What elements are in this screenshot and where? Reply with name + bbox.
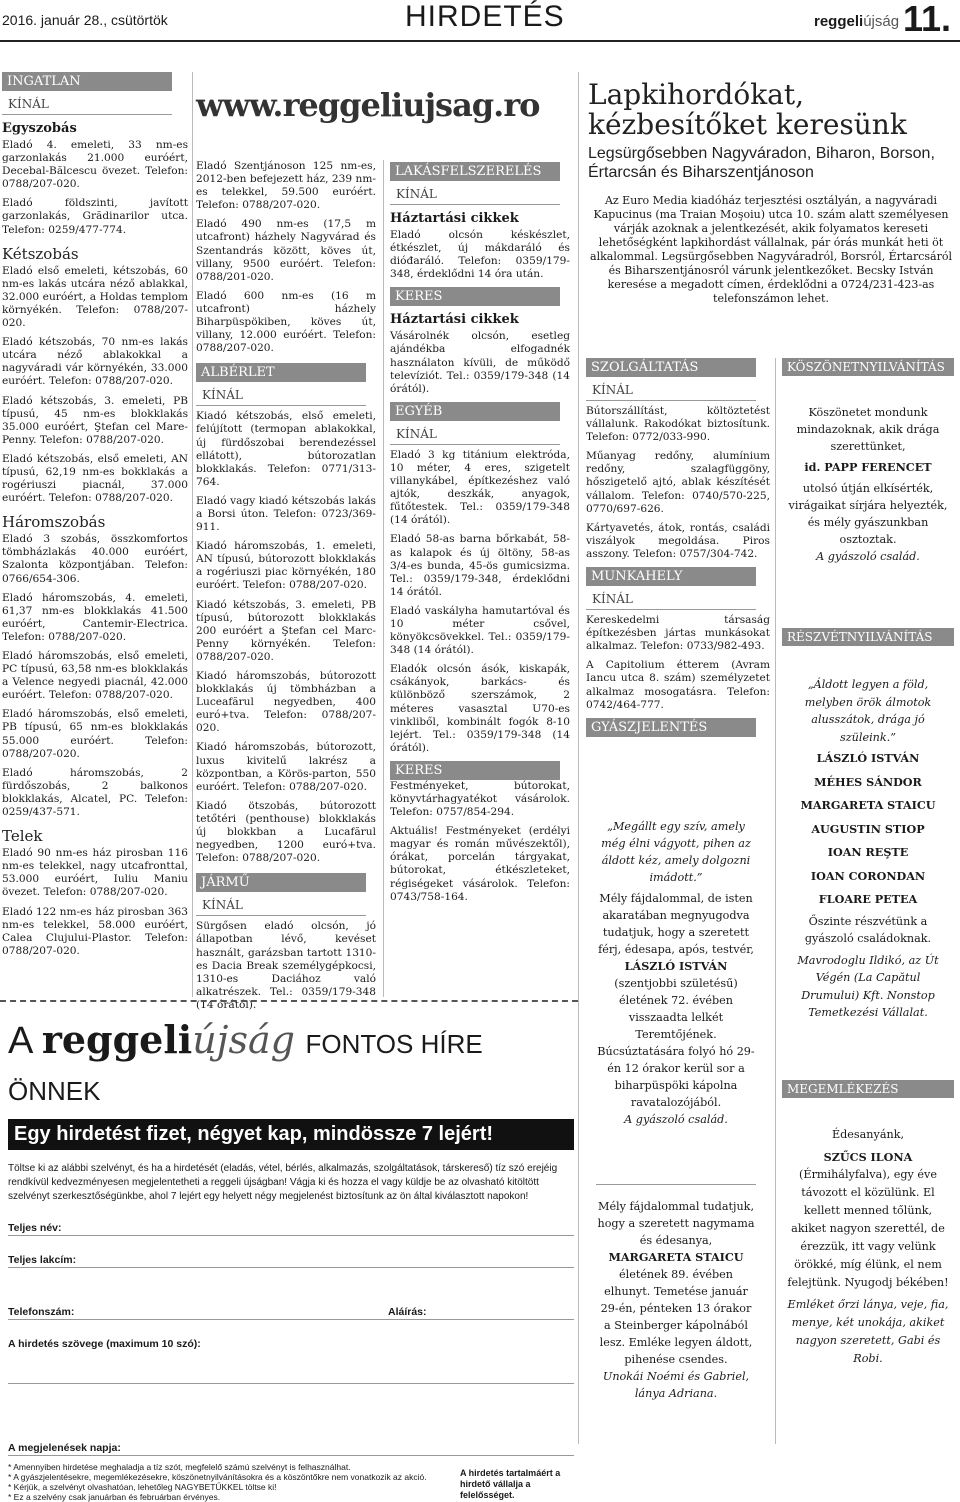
listing: Eladó vagy kiadó kétszobás lakás a Borsi úton. Telefon: 0723/369-911. <box>196 494 376 534</box>
notice-quote: „Áldott legyen a föld, melyben örök álmotok alusszátok, drága jó szüleink.” <box>804 678 932 744</box>
listing: Eladó kétszobás, 70 nm-es lakás utcára néző ablakokkal a nagyváradi vár környékén, 33.000 euróért. Telefon: 0788/207-020. <box>2 336 188 388</box>
listing: Festményeket, bútorokat, könyvtárhagyatékot vásárolok. Telefon: 0757/854-294. <box>390 779 570 819</box>
coupon-notes: * Amennyiben hirdetése meghaladja a tíz szót, megfelelő számú szelvényt is felhasználhat. * A gyászjelentésekre, megemlékezésekre, köszönetnyilvánításokra és a köszöntőkre nem vonatkozik az akció. * Kérjük, a szelvényt olvashatóan, lehetőleg NAGYBETŰKKEL töltse ki! * Ez a szelvény csak januárban és februárban érvényes. A hirdetés tartalmáért a hirdető vállalja a felelősséget. <box>8 1462 574 1502</box>
listing: Kártyavetés, átok, rontás, családi viszályok megoldása. Piros asszony. Telefon: 0757/304-742. <box>586 521 770 560</box>
listing: Vásárolnék olcsón, esetleg ajándékba elfogadnék használaton kívüli, de működő televíziót. Tel.: 0359/179-348 (14 órától). <box>390 330 570 395</box>
obit-signature: A gyászoló család. <box>624 1113 728 1126</box>
obit-signature: Unokái Noémi és Gabriel, lánya Adriana. <box>602 1370 750 1400</box>
address-field[interactable]: Teljes lakcím: <box>8 1236 574 1268</box>
page-number: 11. <box>903 0 952 39</box>
notice-signature: A gyászoló család. <box>816 550 920 563</box>
listing: Eladó háromszobás, 4. emeleti, 61,37 nm-es blokklakás 41.500 euróért, Cantemir-Electrica. Telefon: 0788/207-020. <box>2 591 188 643</box>
notice-name: SZŰCS ILONA <box>823 1150 913 1164</box>
listing: Eladó kétszobás, első emeleti, AN típusú, 62,19 nm-es bokklakás a rogériuszi piacnál, 37.000 euróért. Telefon: 0788/207-020. <box>2 452 188 505</box>
notice-text: utolsó útján elkísérték, virágaikat sírjára helyezték, és mély gyászunkban osztoztak. <box>788 482 948 546</box>
category-bar: LAKÁSFELSZERELÉS <box>390 162 560 181</box>
notice-name: IOAN CORONDAN <box>810 868 926 883</box>
listing: Eladó olcsón késkészlet, étkészlet, új mákdaráló és dióđaráló. Telefon: 0359/179-348, érdeklődni 14 óra után. <box>390 229 570 281</box>
listing: Eladó vaskályha hamutartóval és 10 méter csővel, könyökcsövekkel. Tel.: 0359/179-348 (14 órától). <box>390 604 570 657</box>
brand-logo: reggeliújság <box>814 13 900 30</box>
issue-date: 2016. január 28., csütörtök <box>2 12 168 28</box>
coupon-headline: A reggeliújság FONTOS HÍRE ÖNNEK <box>8 1017 483 1106</box>
dates-field[interactable]: A megjelenések napja: <box>8 1384 574 1456</box>
category-bar: RÉSZVÉTNYILVÁNÍTÁS <box>782 628 954 646</box>
notice-text: Édesanyánk, <box>831 1128 905 1141</box>
listing: Eladó 122 nm-es ház pirosban 363 nm-es telekkel, 58.000 euróért, Calea Clujului-Plastor. Telefon: 0788/207-020. <box>2 905 188 957</box>
listing: Műanyag redőny, alumínium redőny, szalagfüggöny, hőszigetelő ajtó, ablak készítését vállalom. Telefon: 0740/570-225, 0770/697-626. <box>586 450 770 515</box>
listing: Eladó 3 kg titánium elektróda, 10 méter, 4 eres, szigetelt villanykábel, építkezéshez való ajtók, deszkák, anyagok, fűtőtestek. Tel.: 0359/179-348 (14 órától). <box>390 448 570 527</box>
ad-body: Az Euro Media kiadóház terjesztési osztályán, a nagyváradi Kapucinus (ma Traian Moşoiu) utca 10. szám alatt személyesen várják azoknak a jelentkezését, akik folyamatos kereseti lehetőségként lapkihordást vállalnak, pár órás munkát heti öt alkalommal. Legsürgősebben Nagyváradról, Borsról, Értarcsáról és Biharszentjánosról várunk jelentkezőket. Becsky István keresése a megadott címen, érdeklődni a 0724/231-423-as telefonszámon lehet. <box>590 194 952 305</box>
listing: A Capitolium étterem (Avram Iancu utca 8. szám) személyzetet alkalmaz mosogatásra. Telefon: 0742/464-777. <box>586 659 770 711</box>
listing: Eladó 4. emeleti, 33 nm-es garzonlakás 21.000 euróért, Decebal-Bălcescu övezet. Telefon: 0788/207-020. <box>2 139 188 191</box>
signature-field[interactable]: Aláírás: <box>388 1306 427 1318</box>
column-household <box>390 162 570 910</box>
column-real-estate <box>2 72 188 964</box>
section-title: HIRDETÉS <box>405 0 565 33</box>
condolence-header <box>782 628 954 646</box>
full-name-field[interactable]: Teljes név: <box>8 1204 574 1236</box>
listing: Eladó 58-as barna bőrkabát, 58-as kalapok és új öltöny, 58-as 3/4-es bunda, 45-ös gumicsizma. Tel.: 0359/179-348, érdeklődni 14 órától. <box>390 533 570 598</box>
notice-name: FLOARE PETEA <box>818 892 918 906</box>
listing: Kiadó kétszobás, első emeleti, felújított (termopan ablakokkal, új fürdőszobai berendezéssel ellátott), bútorozatlan blokklakás. Telefon: 0771/313-764. <box>196 410 376 488</box>
subhead: Kétszobás <box>2 244 79 263</box>
kinal-label: KÍNÁL <box>390 181 560 205</box>
condolence-notice <box>786 676 950 1022</box>
category-bar: KERES <box>390 761 560 780</box>
listing: Eladó háromszobás, első emeleti, PB típusú, 65 nm-es blokklakás 55.000 euróért. Telefon: 0788/207-020. <box>2 708 188 760</box>
kinal-label: KÍNÁL <box>196 382 366 406</box>
listing: Eladó Szentjánoson 125 nm-es, 2012-ben befejezett ház, 239 nm-es telekkel, 59.500 euróért. Telefon: 0788/207-020. <box>196 160 376 212</box>
subhead: Háztartási cikkek <box>390 312 519 328</box>
subhead: Egyszobás <box>2 121 77 136</box>
kinal-label: KÍNÁL <box>2 91 172 115</box>
column-divider <box>192 72 193 997</box>
notice-name: AUGUSTIN STIOP <box>811 821 925 836</box>
notice-name: LÁSZLÓ ISTVÁN <box>816 751 920 765</box>
listing: Kiadó ötszobás, bútorozott tetőtéri (penthouse) blokklakás új blokkban a Lucafărul negyedben, 1200 euró+tva. Telefon: 0788/207-020. <box>196 799 376 865</box>
kinal-label: KÍNÁL <box>586 586 756 610</box>
page-header <box>0 0 960 42</box>
listing: Kiadó háromszobás, bútorozott blokklakás új tömbházban a Luceafărul negyedben, 400 euró+tva. Telefon: 0788/207-020. <box>196 670 376 735</box>
ad-text-field[interactable]: A hirdetés szövege (maximum 10 szó): <box>8 1320 574 1384</box>
column-rentals <box>196 160 376 1018</box>
column-condolences <box>782 358 954 376</box>
listing: Bútorszállítást, költöztetést vállalunk. Rakodókat biztosítunk. Telefon: 0772/033-990. <box>586 405 770 444</box>
category-bar: INGATLAN <box>2 72 172 91</box>
website-url[interactable]: www.reggeliujsag.ro <box>196 86 540 124</box>
memorial-header <box>782 1080 954 1098</box>
notice-text: Őszinte részvétünk a gyászoló családoknak. <box>804 914 932 945</box>
column-divider <box>383 160 384 997</box>
obit-name: LÁSZLÓ ISTVÁN <box>624 959 728 973</box>
listing: Kiadó háromszobás, bútorozott, luxus kivitelű lakrész a központban, a Körös-parton, 550 euróért. Telefon: 0788/207-020. <box>196 741 376 793</box>
obit-text: életének 89. évében elhunyt. Temetése január 29-én, pénteken 13 órakor a Steinberger kápolnából lesz. Emléke legyen áldott, pihenése csendes. <box>599 1268 753 1366</box>
notice-name: MÉHES SÁNDOR <box>814 774 922 789</box>
coupon-intro: Töltse ki az alábbi szelvényt, és ha a hirdetését (eladás, vétel, bérlés, alkalmazás, szolgáltatások, társkereső) tíz szó erejéig rendkívül kedvezményesen megjelentetheti a reggeli újságban! Vágja ki és hozza el vagy küldje be az olvasható kitöltött szelvényt szerkesztőségünkbe, ahol 7 lejért egy helyett négy megjelenést biztosítunk az ön által kiválasztott napokon! <box>8 1163 558 1202</box>
listing: Eladó 600 nm-es (16 m utcafront) házhely Biharpüspökiben, köves út, villany, 12.000 euróért. Telefon: 0788/207-020. <box>196 289 376 355</box>
thanks-notice <box>786 404 950 565</box>
responsibility-note: A hirdetés tartalmáért a hirdető vállalja a felelősséget. <box>460 1468 561 1500</box>
category-bar: EGYÉB <box>390 402 560 421</box>
category-bar: MUNKAHELY <box>586 567 756 586</box>
subhead: Telek <box>2 827 43 846</box>
listing: Eladó kétszobás, 3. emeleti, PB típusú, 45 nm-es blokklakás 35.000 euróért, Ştefan cel Mare-Penny. Telefon: 0788/207-020. <box>2 394 188 446</box>
kinal-label: KÍNÁL <box>196 892 366 916</box>
listing: Sürgősen eladó olcsón, jó állapotban lévő, kevéset használt, garázsban tartott 1310-es Dacia Break személygépkocsi, 1310-es Daciához való alkatrészek. Tel.: 0359/179-348 (14 órától). <box>196 920 376 1011</box>
listing: Aktuális! Festményeket (erdélyi magyar és román művészektől), órákat, porcelán tárgyakat, bútorokat, étkészleteket, régiségeket vásárolok. Telefon: 0743/758-164. <box>390 825 570 903</box>
ad-subtitle: Legsürgősebben Nagyváradon, Biharon, Borson, Értarcsán és Biharszentjánoson <box>588 145 935 181</box>
obit-name: MARGARETA STAICU <box>608 1250 744 1264</box>
listing: Eladó első emeleti, kétszobás, 60 nm-es lakás utcára néző ablakkal, 32.000 euróért, a Holdas templom környékén. Telefon: 0788/207-020. <box>2 264 188 330</box>
notice-name: id. PAPP FERENCET <box>804 460 932 474</box>
subhead: Háromszobás <box>2 513 106 532</box>
memorial-notice <box>786 1126 950 1368</box>
category-bar: KERES <box>390 287 560 306</box>
ad-title: Lapkihordókat, kézbesítőket keresünk <box>588 78 907 141</box>
category-bar: MEGEMLÉKEZÉS <box>782 1080 954 1098</box>
obituary-staicu <box>596 1198 756 1402</box>
listing: Kiadó kétszobás, 3. emeleti, PB típusú, bútorozott blokklakás 200 euróért a Ştefan cel Marc-Penny környékén. Telefon: 0788/207-020. <box>196 598 376 663</box>
notice-name: MARGARETA STAICU <box>800 798 936 812</box>
notice-signature: Emléket őrzi lánya, veje, fia, menye, két unokája, akiket nagyon szeretett, Gabi és Robi. <box>787 1298 949 1365</box>
category-bar: SZOLGÁLTATÁS <box>586 358 756 377</box>
obit-text: Mély fájdalommal tudatjuk, hogy a szeretett nagymama és édesanya, <box>597 1200 755 1247</box>
listing: Eladó földszinti, javított garzonlakás, Grădinarilor utca. Telefon: 0259/477-774. <box>2 197 188 236</box>
listing: Eladók olcsón ásók, kiskapák, csákányok, barkács- és különböző szerszámok, 2 méteres vasasztal U70-es vinkliből, kombinált fogók 8-10 lejért. Tel.: 0359/179-348 (14 órától). <box>390 663 570 754</box>
listing: Eladó háromszobás, első emeleti, PC típusú, 63,58 nm-es blokklakás a Velence negyedi piacnál, 42.000 euróért. Telefon: 0788/207-020. <box>2 650 188 702</box>
ad-coupon <box>8 1018 574 1502</box>
listing: Eladó 3 szobás, összkomfortos tömbházlakás 40.000 euróért, Szalonta központjában. Telefon: 0766/654-306. <box>2 533 188 585</box>
obit-divider <box>596 1184 756 1185</box>
notice-text: Köszönetet mondunk mindazoknak, akik drága szerettünket, <box>796 406 940 453</box>
listing: Kereskedelmi társaság építkezésben jártas munkásokat alkalmaz. Telefon: 0733/982-493. <box>586 614 770 653</box>
listing: Kiadó háromszobás, 1. emeleti, AN típusú, bútorozott blokklakás a rogériuszi piac környékén, 180 euróért. Telefon: 0788/207-020. <box>196 540 376 592</box>
column-divider <box>775 358 776 1444</box>
notice-signature: Mavrodoglu Ildikó, az Út Végén (La Capătul Drumului) Kft. Nonstop Temetkezési Vállalat. <box>797 953 939 1019</box>
category-bar: ALBÉRLET <box>196 363 366 382</box>
obit-text: (szentjobbi születésű) életének 72. évében visszaadta lelkét Teremtőjének. Búcsúztatására folyó hó 29-én 12 órakor kerül sor a biharpüspöki kápolna ravatalozójából. <box>597 977 755 1109</box>
category-bar: JÁRMŰ <box>196 873 366 892</box>
column-services <box>586 358 770 737</box>
listing: Eladó 490 nm-es (17,5 m utcafront) házhely Nagyvárad és Szentandrás között, köves út, villany, 9500 euróért. Telefon: 0788/201-020. <box>196 218 376 283</box>
obituary-laszlo <box>596 818 756 1128</box>
recruitment-ad <box>588 80 954 306</box>
category-bar: GYÁSZJELENTÉS <box>586 718 756 737</box>
kinal-label: KÍNÁL <box>586 377 756 401</box>
obit-text: Mély fájdalommal, de isten akaratában megnyugodva tudatjuk, hogy a szeretett férj, édesapa, após, testvér, <box>598 892 754 956</box>
cut-line <box>0 1000 578 1002</box>
notice-name: IOAN REŞTE <box>827 845 909 859</box>
column-divider <box>578 72 579 1444</box>
listing: Eladó 90 nm-es ház pirosban 116 nm-es telekkel, nagy utcafronttal, 53.000 euróért, Iuliu Maniu övezet. Telefon: 0788/207-020. <box>2 847 188 899</box>
subhead: Háztartási cikkek <box>390 211 519 226</box>
kinal-label: KÍNÁL <box>390 421 560 445</box>
listing: Eladó háromszobás, 2 fürdőszobás, 2 balkonos blokklakás, Alcatel, PC. Telefon: 0259/437-571. <box>2 766 188 819</box>
category-bar: KÖSZÖNETNYILVÁNÍTÁS <box>782 358 954 376</box>
obit-quote: „Megállt egy szív, amely még élni vágyott, pihen az áldott kéz, amely dolgozni imádott.” <box>601 820 751 884</box>
notice-text: (Érmihályfalva), egy éve távozott el közülünk. El kellett menned tőlünk, akiket nagyon szerettél, de érezzük, itt vagy velünk örökké, míg élünk, el nem felejtünk. Nyugodj békében! <box>787 1168 949 1289</box>
phone-field[interactable]: Telefonszám: Aláírás: <box>8 1268 574 1320</box>
coupon-slogan: Egy hirdetést fizet, négyet kap, mindössze 7 lejért! <box>8 1119 574 1150</box>
